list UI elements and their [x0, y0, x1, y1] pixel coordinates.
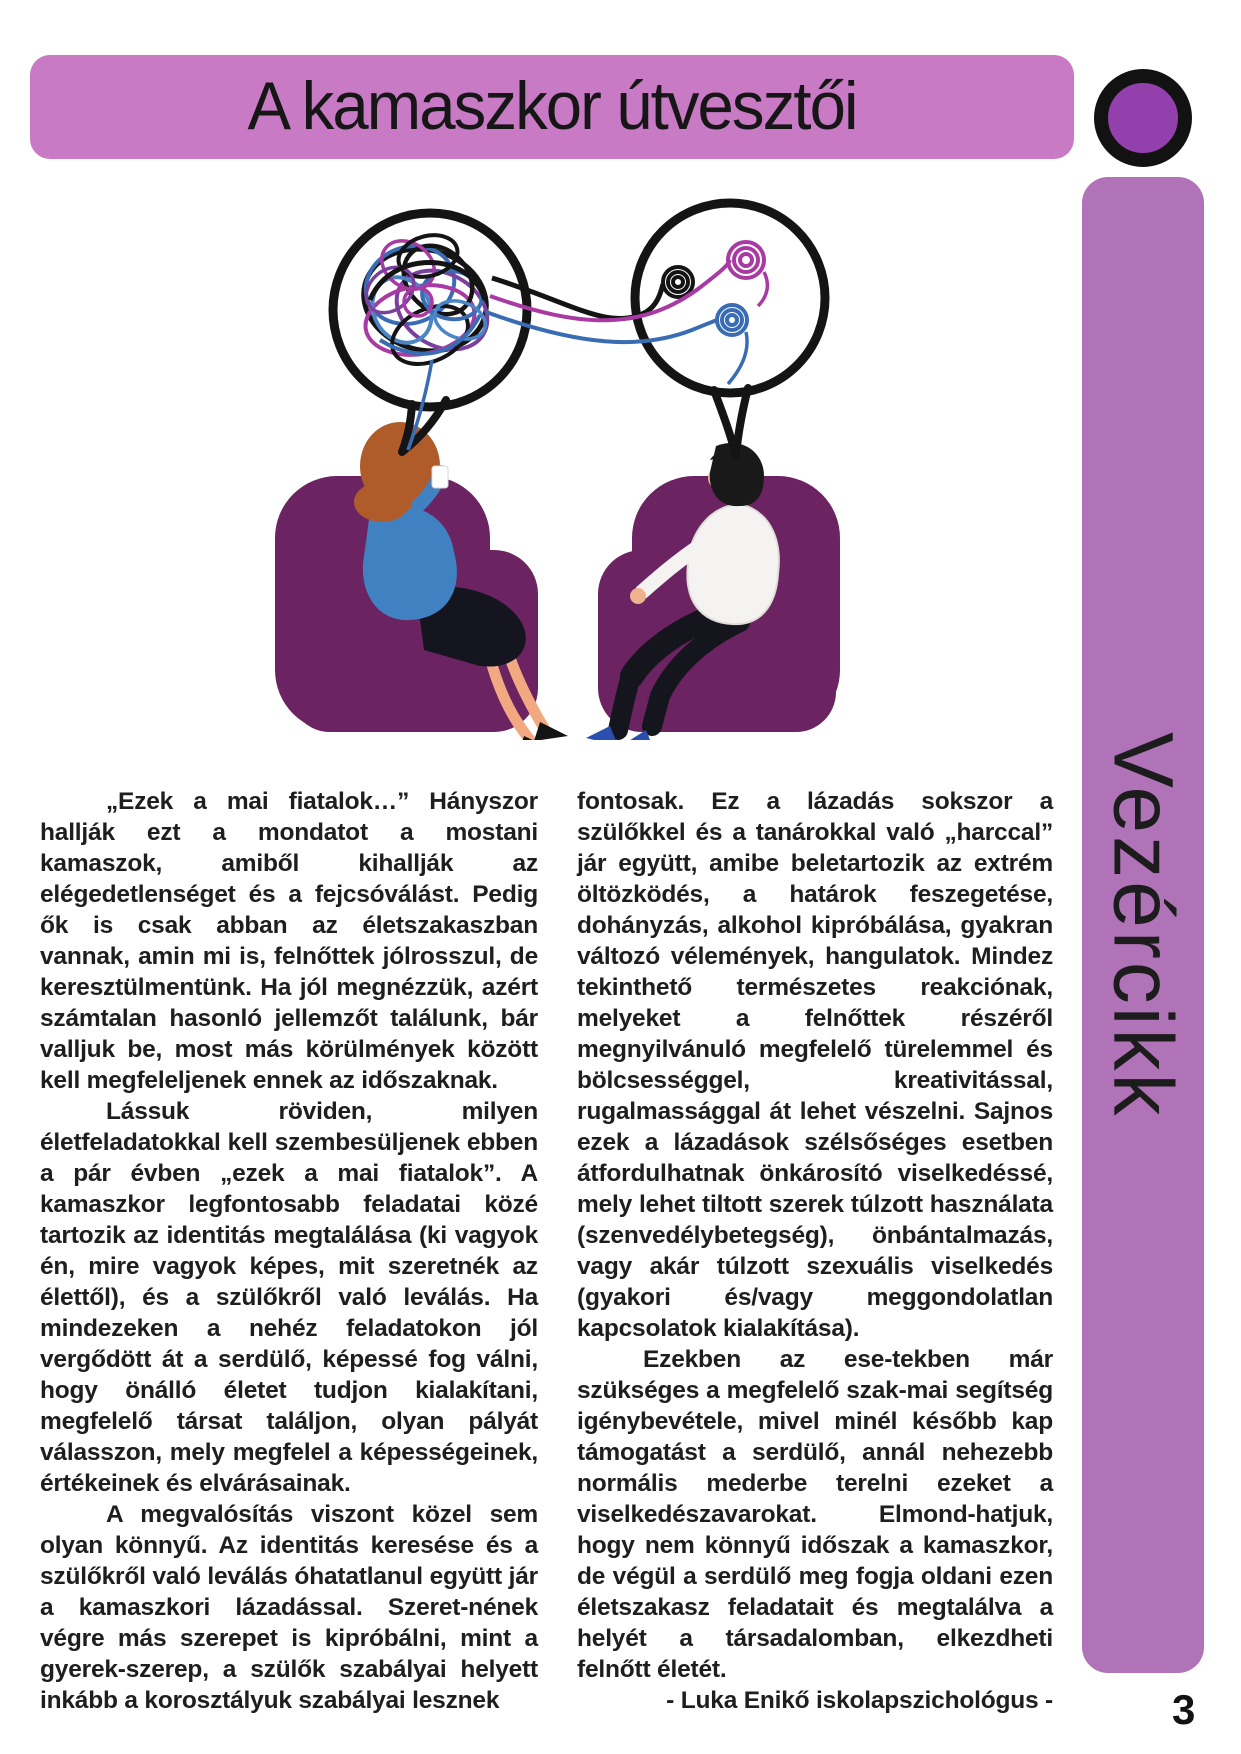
- circle-badge-icon: [1094, 69, 1192, 167]
- therapy-illustration: [180, 160, 840, 740]
- paragraph: A megvalósítás viszont közel sem olyan könnyű. Az identitás keresése és a szülőkről való leválás óhatatlanul együtt jár a kamaszkori lázadással. Szeret-nének végre más szerepet is kipróbálni, mint a gyerek-szerep, a szülők szabályai helyett inkább a korosztályuk szabályai lesznek: [40, 1501, 538, 1714]
- article-column-right: [577, 786, 1053, 1716]
- title-banner: [30, 55, 1074, 159]
- article-column-left: [40, 786, 538, 1716]
- page-title: A kamaszkor útvesztői: [247, 68, 857, 144]
- paragraph: „Ezek a mai fiatalok…” Hányszor hallják ezt a mondatot a mostani kamaszok, amiből kihallják az elégedetlenséget és a fejcsóválást. Pedig ők is csak abban az életszakaszban vannak, amin mi is, felnőttek jólrosszul, de keresztülmentünk. Ha jól megnézzük, azért számtalan hasonló jellemzőt találunk, bár valljuk be, most más körülmények között kell megfeleljenek ennek az időszaknak.: [40, 788, 538, 1094]
- paragraph: Lássuk röviden, milyen életfeladatokkal kell szembesüljenek ebben a pár évben „ezek a mai fiatalok”. A kamaszkor legfontosabb feladatai közé tartozik az identitás megtalálása (ki vagyok én, mire vagyok képes, mit szeretnék az élettől), és a szülőkről való leválás. Ha mindezeken a nehéz feladatokon jól vergődött át a serdülő, képessé fog válni, hogy önálló életet tudjon kialakítani, megfelelő társat találjon, olyan pályát válasszon, mely megfelel a képességeinek, értékeinek és elvárásainak.: [40, 1098, 538, 1497]
- section-rail: [1082, 177, 1204, 1673]
- paragraph: Ezekben az ese-tekben már szükséges a megfelelő szak-mai segítség igénybevétele, mivel minél később kap támogatást a serdülő, annál nehezebb normális mederbe terelni ezeket a viselkedészavarokat. Elmond-hatjuk, hogy nem könnyű időszak a kamaszkor, de végül a serdülő meg fogja oldani ezen életszakasz feladatait és megtalálva a helyét a társadalomban, elkezdheti felnőtt életét.: [577, 1346, 1053, 1683]
- section-label: Vezércikk: [1096, 731, 1191, 1119]
- author-byline: - Luka Enikő iskolapszichológus -: [666, 1687, 1053, 1714]
- paragraph: fontosak. Ez a lázadás sokszor a szülőkkel és a tanárokkal való „harccal” jár együtt, amibe beletartozik az extrém öltözködés, a határok feszegetése, dohányzás, alkohol kipróbálása, gyakran változó vélemények, hangulatok. Mindez tekinthető természetes reakciónak, melyeket a felnőttek részéről megnyilvánuló megfelelő türelemmel és bölcsességgel, kreativitással, rugalmassággal át lehet vészelni. Sajnos ezek a lázadások szélsőséges esetben átfordulhatnak önkárosító viselkedéssé, mely lehet tiltott szerek túlzott használata (szenvedélybetegség), önbántalmazás, vagy akár túlzott szexuális viselkedés (gyakori és/vagy meggondolatlan kapcsolatok kialakítása).: [577, 788, 1053, 1342]
- page-number: 3: [1172, 1686, 1196, 1733]
